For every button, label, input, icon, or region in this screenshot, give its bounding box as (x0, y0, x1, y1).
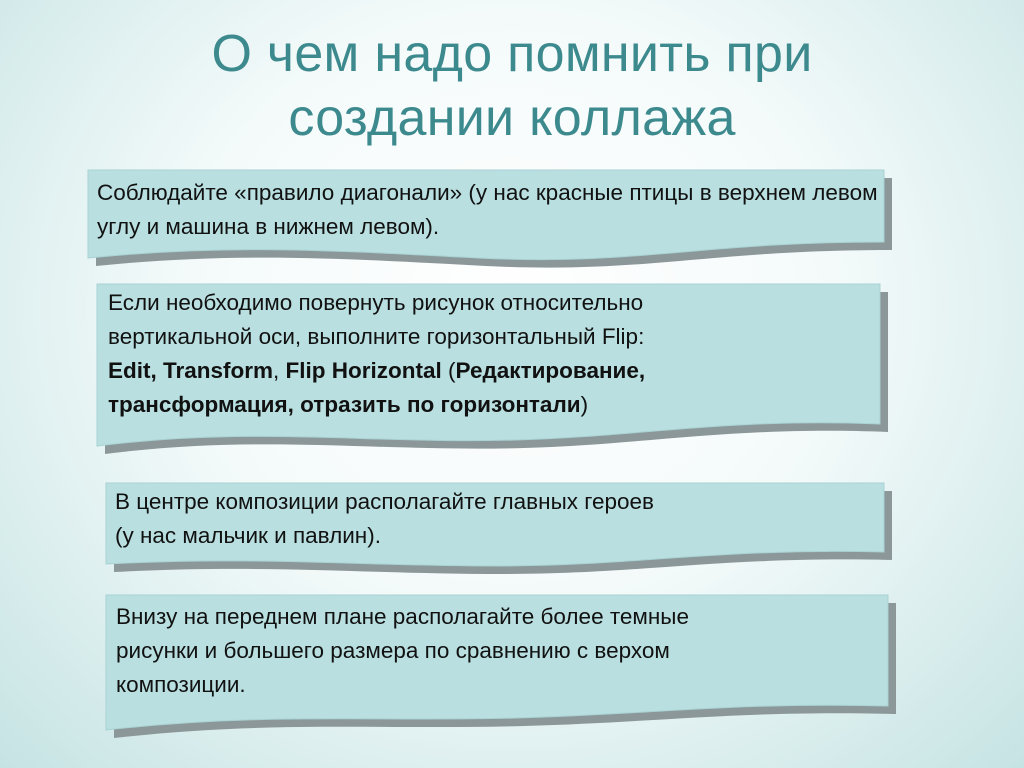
slide-title (0, 22, 1024, 150)
tip-line-menu-ru (108, 388, 878, 422)
menu-separator: , (273, 358, 286, 383)
paren-close: ) (580, 392, 589, 417)
tip-line: рисунки и большего размера по сравнению с верхом (116, 638, 670, 663)
slide-title-line-1: О чем надо помнить при (211, 25, 813, 83)
tip-line: Если необходимо повернуть рисунок относительно (108, 290, 644, 315)
tip-card-text (108, 286, 878, 422)
tip-line: вертикальной оси, выполните горизонтальный Flip: (108, 324, 645, 349)
menu-path-ru: Редактирование, (455, 358, 646, 383)
tip-line: В центре композиции располагайте главных героев (115, 489, 654, 514)
slide-title-line-2: создании коллажа (288, 89, 736, 147)
tip-card-text: Соблюдайте «правило диагонали» (у нас красные птицы в верхнем левом углу и машина в нижнем левом). (97, 180, 878, 239)
tip-card-composition-center (104, 480, 896, 580)
menu-path-edit-transform: Edit, Transform (108, 358, 274, 383)
tip-line: Внизу на переднем плане располагайте более темные (116, 604, 689, 629)
tip-card-flip (94, 280, 894, 470)
tip-card-foreground (104, 592, 900, 748)
tip-line: композиции. (116, 672, 246, 697)
menu-path-flip: Flip Horizontal (285, 358, 442, 383)
menu-path-ru-2: трансформация, отразить по горизонтали (108, 392, 581, 417)
tip-line: (у нас мальчик и павлин). (115, 523, 381, 548)
tip-card-text (116, 600, 886, 702)
tip-card-text (115, 485, 885, 553)
tip-line-menu (108, 354, 878, 388)
tip-card-diagonal-rule (86, 166, 898, 276)
paren-open: ( (441, 358, 456, 383)
